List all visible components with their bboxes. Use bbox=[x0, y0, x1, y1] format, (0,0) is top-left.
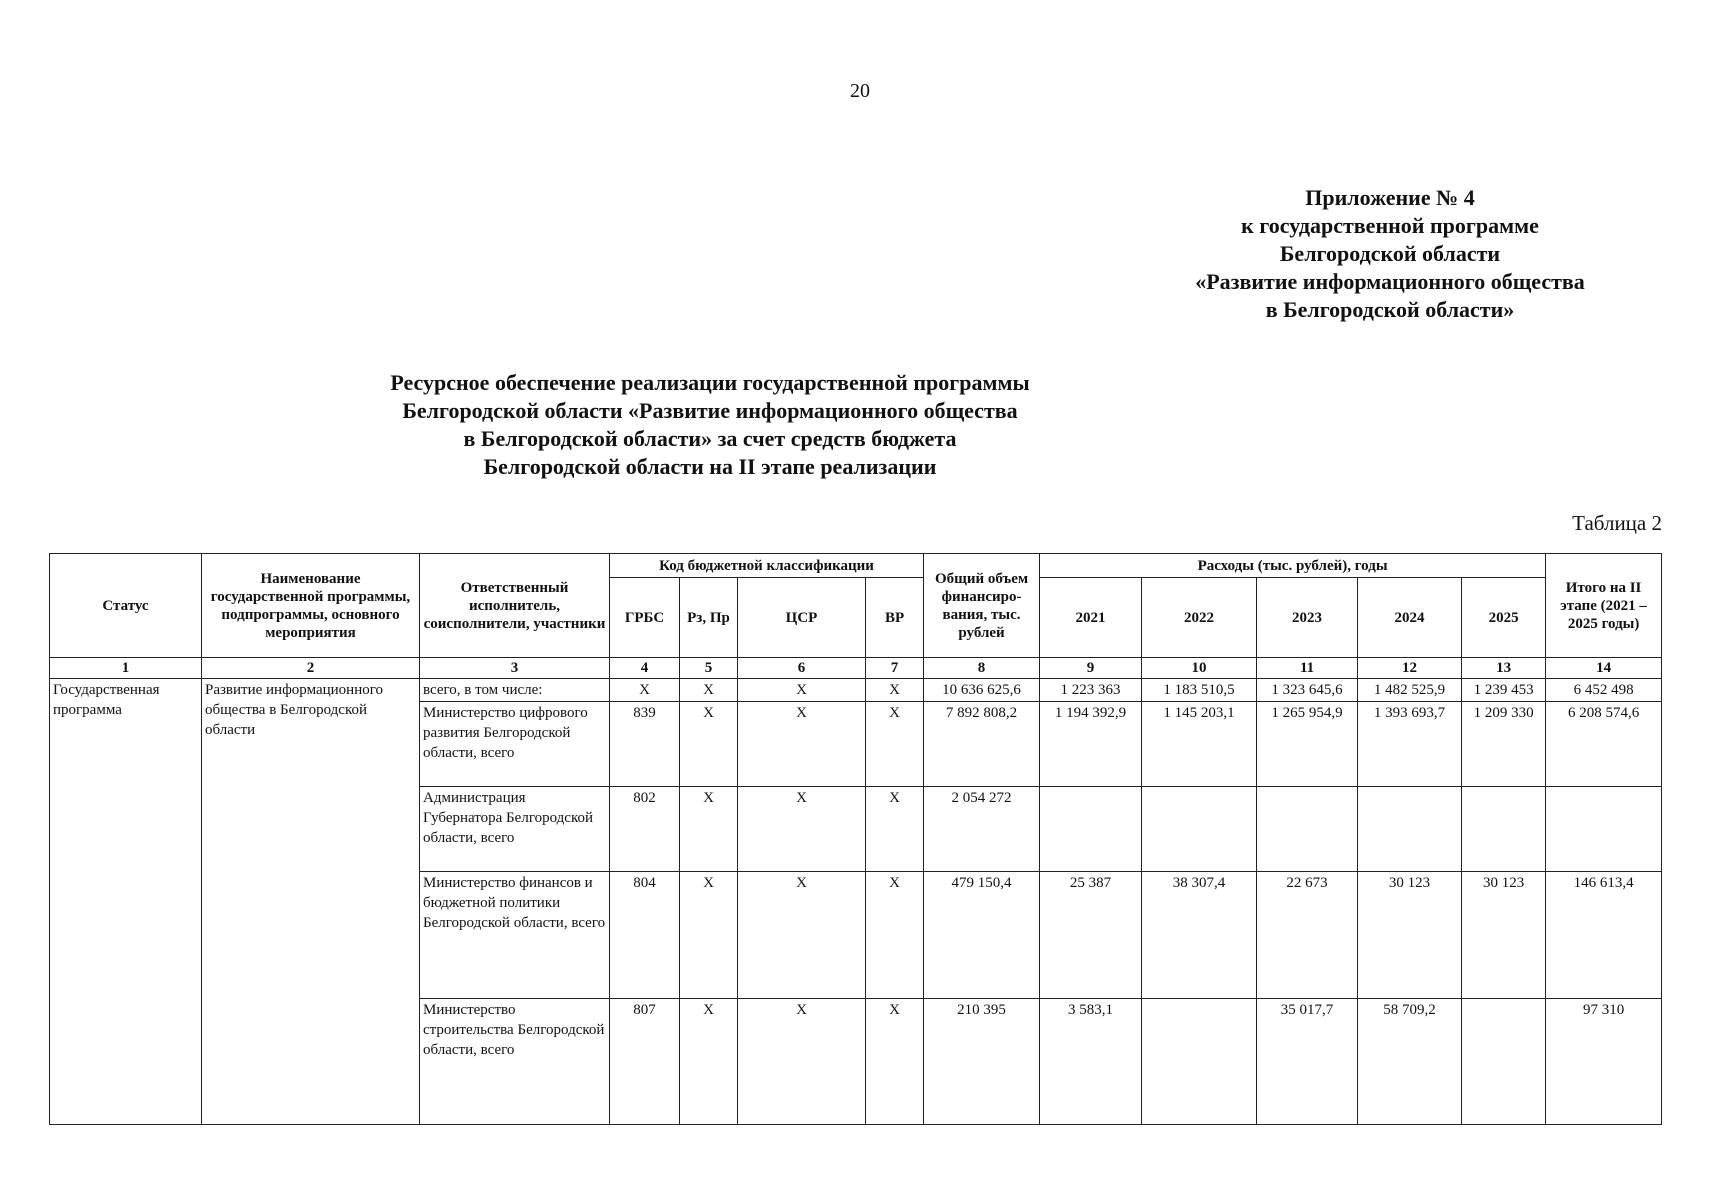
header-csr: ЦСР bbox=[738, 578, 866, 658]
column-number: 12 bbox=[1358, 658, 1462, 679]
stage-total-cell bbox=[1546, 787, 1662, 872]
column-numbers-row bbox=[50, 658, 1662, 679]
stage-total-cell: 97 310 bbox=[1546, 999, 1662, 1125]
year-2024-cell: 58 709,2 bbox=[1358, 999, 1462, 1125]
year-2021-cell bbox=[1040, 787, 1142, 872]
header-rzpr: Рз, Пр bbox=[680, 578, 738, 658]
executor-cell: Министерство строительства Белгородской области, всего bbox=[420, 999, 610, 1125]
rzpr-cell: X bbox=[680, 999, 738, 1125]
header-stage-total: Итого на II этапе (2021 – 2025 годы) bbox=[1546, 554, 1662, 658]
column-number: 14 bbox=[1546, 658, 1662, 679]
executor-cell: Администрация Губернатора Белгородской области, всего bbox=[420, 787, 610, 872]
vr-cell: X bbox=[866, 679, 924, 702]
year-2021-cell: 1 194 392,9 bbox=[1040, 702, 1142, 787]
header-vr: ВР bbox=[866, 578, 924, 658]
year-2024-cell bbox=[1358, 787, 1462, 872]
year-2025-cell: 1 239 453 bbox=[1462, 679, 1546, 702]
year-2022-cell bbox=[1142, 787, 1257, 872]
year-2021-cell: 25 387 bbox=[1040, 872, 1142, 999]
appendix-header bbox=[1190, 184, 1590, 324]
executor-cell: Министерство цифрового развития Белгородской области, всего bbox=[420, 702, 610, 787]
column-number: 5 bbox=[680, 658, 738, 679]
rzpr-cell: X bbox=[680, 702, 738, 787]
header-year-2021: 2021 bbox=[1040, 578, 1142, 658]
header-year-2025: 2025 bbox=[1462, 578, 1546, 658]
rzpr-cell: X bbox=[680, 872, 738, 999]
column-number: 6 bbox=[738, 658, 866, 679]
executor-cell: Министерство финансов и бюджетной политики Белгородской области, всего bbox=[420, 872, 610, 999]
resource-table bbox=[49, 553, 1662, 1125]
header-grbs: ГРБС bbox=[610, 578, 680, 658]
header-year-2023: 2023 bbox=[1257, 578, 1358, 658]
year-2023-cell: 22 673 bbox=[1257, 872, 1358, 999]
title-line: Ресурсное обеспечение реализации государственной программы bbox=[390, 370, 1030, 395]
document-title bbox=[300, 369, 1120, 481]
year-2025-cell: 30 123 bbox=[1462, 872, 1546, 999]
header-executor: Ответственный исполнитель, соисполнители, участники bbox=[420, 554, 610, 658]
header-status: Статус bbox=[50, 554, 202, 658]
total-cell: 2 054 272 bbox=[924, 787, 1040, 872]
year-2023-cell bbox=[1257, 787, 1358, 872]
appendix-line: в Белгородской области» bbox=[1265, 297, 1515, 322]
rzpr-cell: X bbox=[680, 679, 738, 702]
column-number: 11 bbox=[1257, 658, 1358, 679]
csr-cell: X bbox=[738, 679, 866, 702]
page-number: 20 bbox=[850, 80, 870, 102]
year-2025-cell bbox=[1462, 999, 1546, 1125]
column-number: 7 bbox=[866, 658, 924, 679]
program-name-cell: Развитие информационного общества в Белгородской области bbox=[202, 679, 420, 1125]
grbs-cell: 807 bbox=[610, 999, 680, 1125]
vr-cell: X bbox=[866, 872, 924, 999]
table-label: Таблица 2 bbox=[1572, 511, 1662, 535]
header-year-2022: 2022 bbox=[1142, 578, 1257, 658]
title-line: Белгородской области на II этапе реализации bbox=[483, 454, 937, 479]
column-number: 2 bbox=[202, 658, 420, 679]
year-2021-cell: 3 583,1 bbox=[1040, 999, 1142, 1125]
header-expenses: Расходы (тыс. рублей), годы bbox=[1040, 554, 1546, 578]
title-line: в Белгородской области» за счет средств бюджета bbox=[463, 426, 957, 451]
year-2024-cell: 30 123 bbox=[1358, 872, 1462, 999]
year-2023-cell: 1 323 645,6 bbox=[1257, 679, 1358, 702]
total-cell: 210 395 bbox=[924, 999, 1040, 1125]
table-row bbox=[50, 679, 1662, 702]
title-line: Белгородской области «Развитие информационного общества bbox=[402, 398, 1018, 423]
grbs-cell: 804 bbox=[610, 872, 680, 999]
year-2022-cell: 1 145 203,1 bbox=[1142, 702, 1257, 787]
stage-total-cell: 146 613,4 bbox=[1546, 872, 1662, 999]
year-2021-cell: 1 223 363 bbox=[1040, 679, 1142, 702]
column-number: 1 bbox=[50, 658, 202, 679]
total-cell: 7 892 808,2 bbox=[924, 702, 1040, 787]
rzpr-cell: X bbox=[680, 787, 738, 872]
column-number: 10 bbox=[1142, 658, 1257, 679]
year-2023-cell: 1 265 954,9 bbox=[1257, 702, 1358, 787]
appendix-line: «Развитие информационного общества bbox=[1195, 269, 1585, 294]
year-2025-cell: 1 209 330 bbox=[1462, 702, 1546, 787]
vr-cell: X bbox=[866, 999, 924, 1125]
column-number: 3 bbox=[420, 658, 610, 679]
executor-cell: всего, в том числе: bbox=[420, 679, 610, 702]
vr-cell: X bbox=[866, 702, 924, 787]
year-2022-cell bbox=[1142, 999, 1257, 1125]
total-cell: 10 636 625,6 bbox=[924, 679, 1040, 702]
stage-total-cell: 6 452 498 bbox=[1546, 679, 1662, 702]
grbs-cell: 802 bbox=[610, 787, 680, 872]
stage-total-cell: 6 208 574,6 bbox=[1546, 702, 1662, 787]
appendix-line: Приложение № 4 bbox=[1305, 185, 1475, 210]
column-number: 13 bbox=[1462, 658, 1546, 679]
csr-cell: X bbox=[738, 999, 866, 1125]
year-2024-cell: 1 482 525,9 bbox=[1358, 679, 1462, 702]
appendix-line: Белгородской области bbox=[1279, 241, 1501, 266]
appendix-line: к государственной программе bbox=[1241, 213, 1539, 238]
status-cell: Государственная программа bbox=[50, 679, 202, 1125]
grbs-cell: 839 bbox=[610, 702, 680, 787]
csr-cell: X bbox=[738, 872, 866, 999]
year-2023-cell: 35 017,7 bbox=[1257, 999, 1358, 1125]
csr-cell: X bbox=[738, 787, 866, 872]
header-name: Наименование государственной программы, подпрограммы, основного мероприятия bbox=[202, 554, 420, 658]
column-number: 4 bbox=[610, 658, 680, 679]
total-cell: 479 150,4 bbox=[924, 872, 1040, 999]
year-2022-cell: 38 307,4 bbox=[1142, 872, 1257, 999]
year-2024-cell: 1 393 693,7 bbox=[1358, 702, 1462, 787]
header-total: Общий объем финансиро-вания, тыс. рублей bbox=[924, 554, 1040, 658]
year-2022-cell: 1 183 510,5 bbox=[1142, 679, 1257, 702]
header-year-2024: 2024 bbox=[1358, 578, 1462, 658]
csr-cell: X bbox=[738, 702, 866, 787]
vr-cell: X bbox=[866, 787, 924, 872]
grbs-cell: X bbox=[610, 679, 680, 702]
year-2025-cell bbox=[1462, 787, 1546, 872]
column-number: 9 bbox=[1040, 658, 1142, 679]
header-budget-code: Код бюджетной классификации bbox=[610, 554, 924, 578]
column-number: 8 bbox=[924, 658, 1040, 679]
